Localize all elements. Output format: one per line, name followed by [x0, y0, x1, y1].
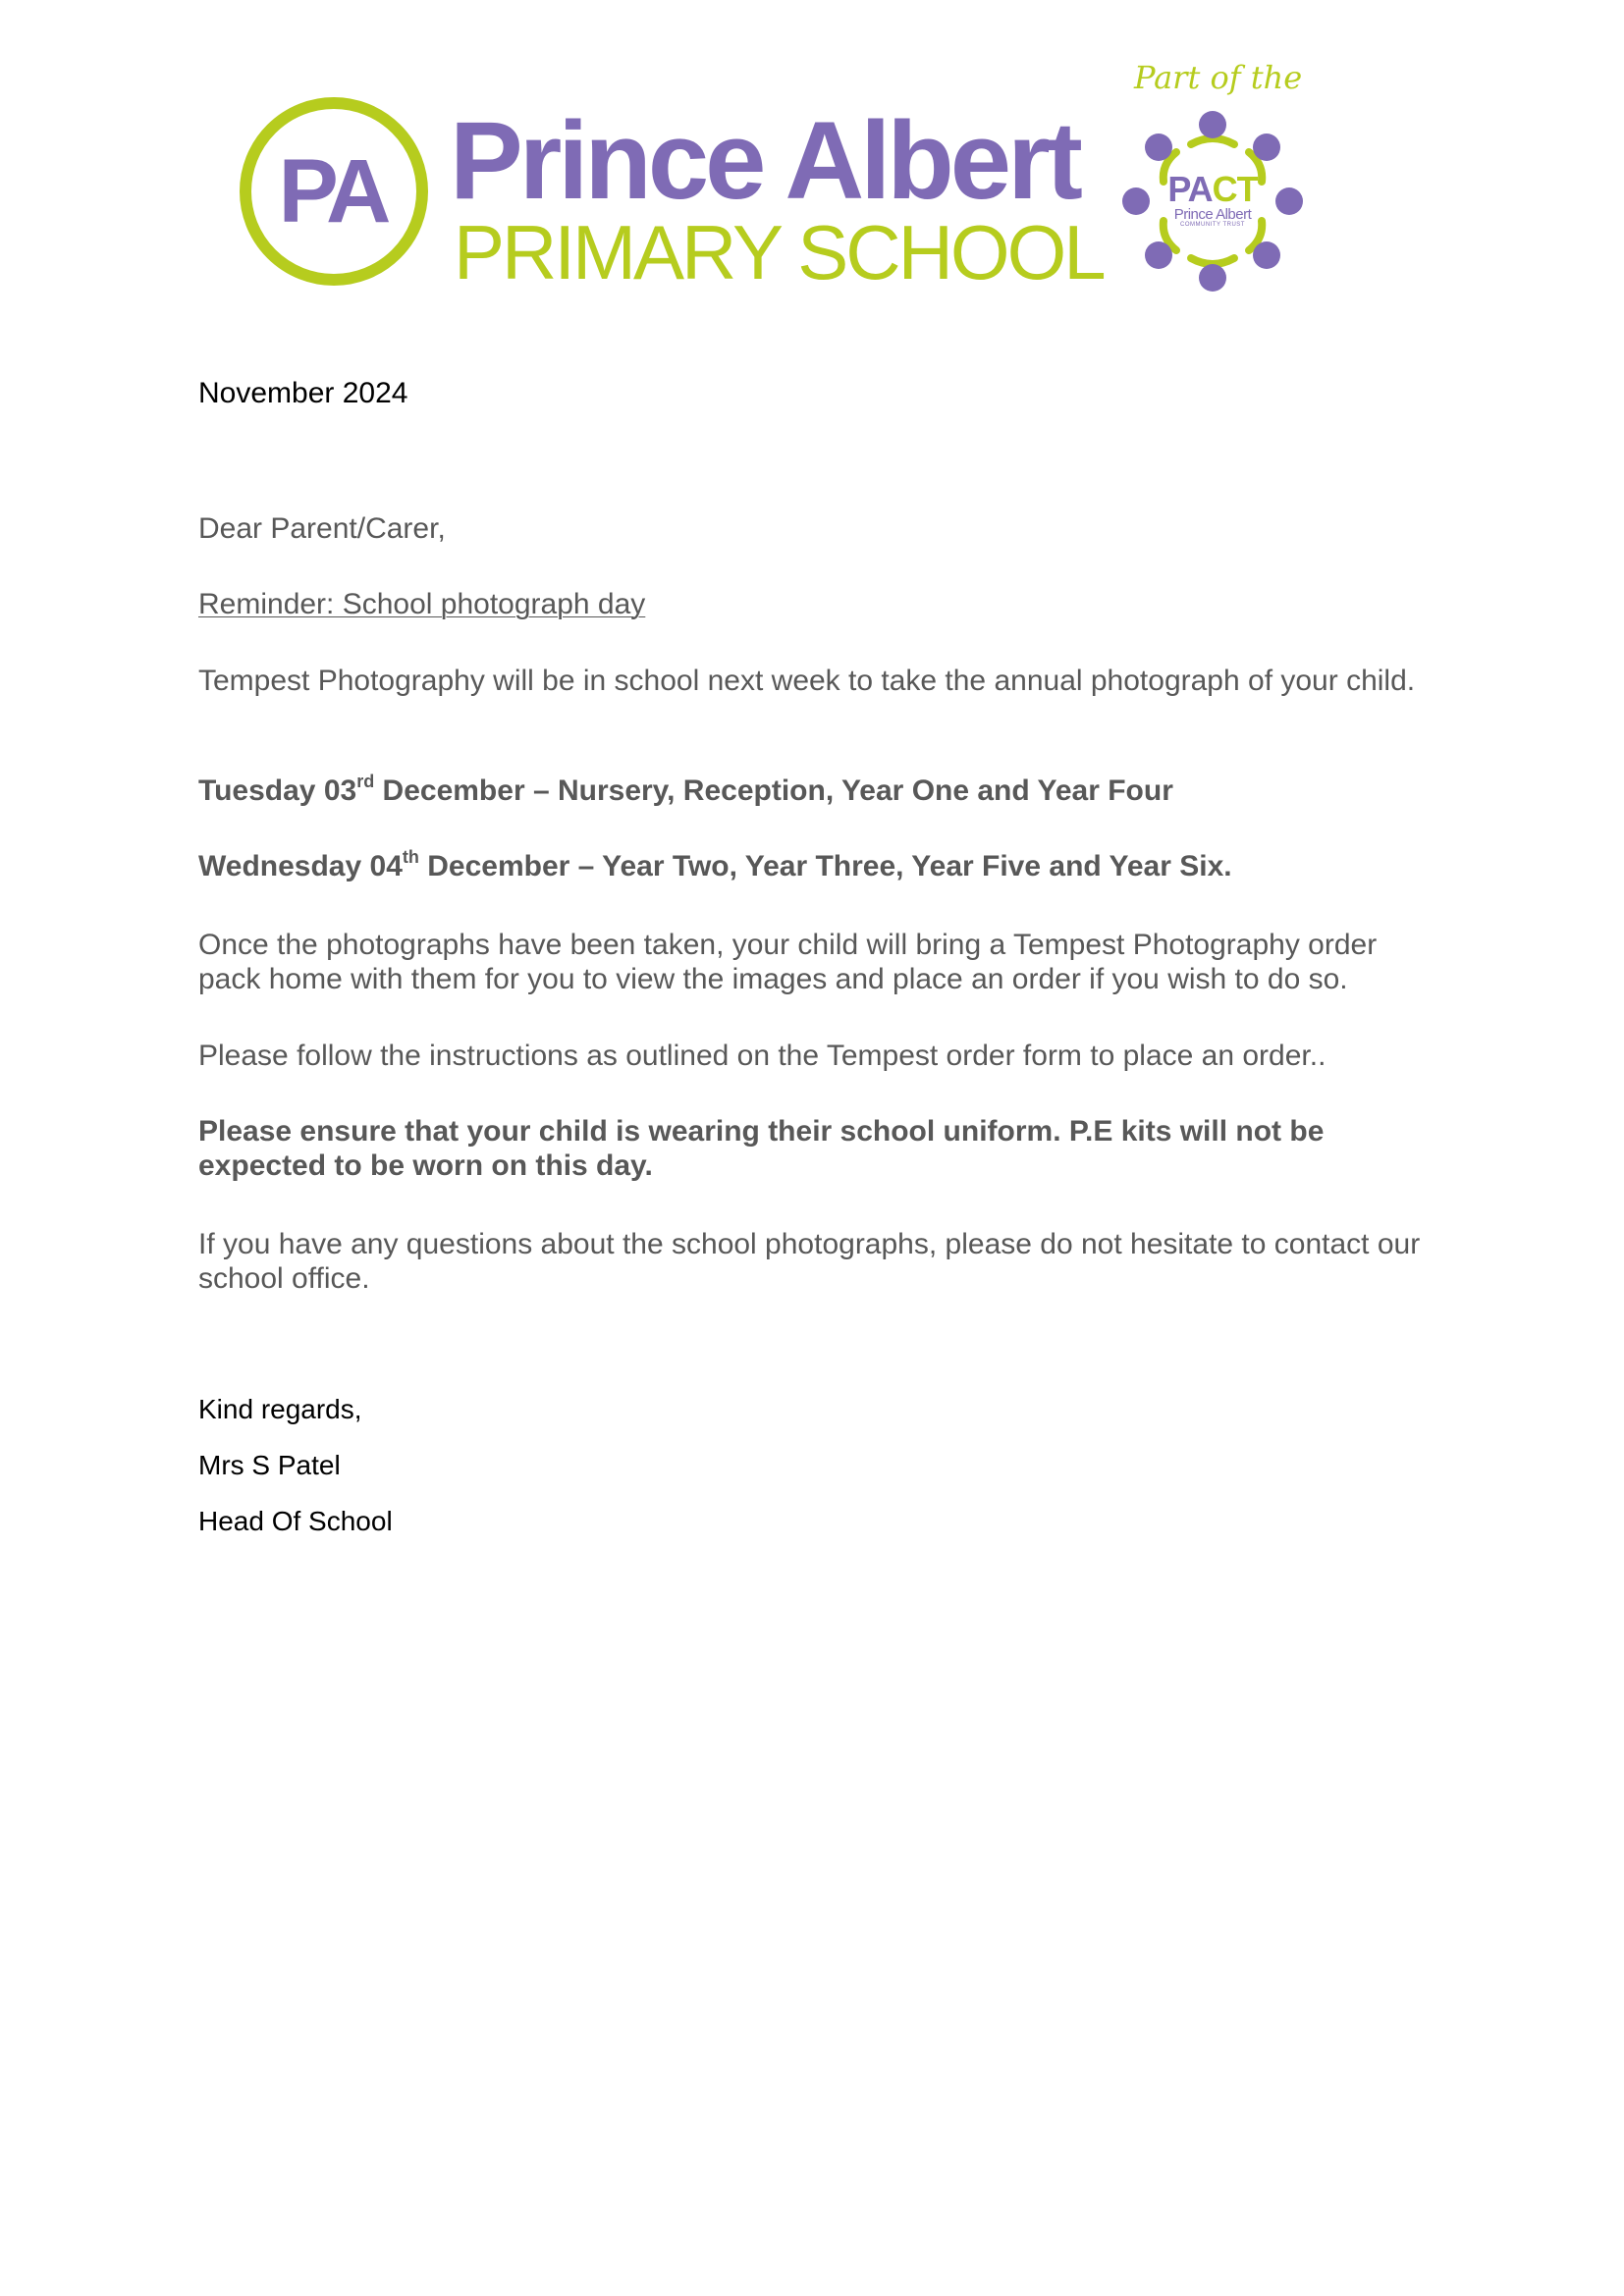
pa-logo-initials: PA — [278, 140, 386, 241]
schedule-day: Wednesday 04 — [198, 850, 403, 882]
questions-paragraph: If you have any questions about the school photographs, please do not hesitate to contact our school office. — [198, 1228, 1421, 1295]
schedule-details: December – Nursery, Reception, Year One and Year Four — [374, 774, 1173, 807]
intro-paragraph: Tempest Photography will be in school next week to take the annual photograph of your child. — [198, 665, 1416, 697]
pact-logo-wordmark — [1114, 169, 1311, 209]
school-name: Prince Albert — [450, 99, 1079, 222]
schedule-item — [198, 774, 1445, 808]
trust-tagline: Part of the — [1134, 59, 1303, 96]
letterhead — [236, 59, 1316, 304]
pact-logo-ct: CT — [1212, 169, 1258, 209]
pact-logo-pa: PA — [1167, 169, 1213, 209]
closing: Kind regards, — [198, 1394, 362, 1424]
pact-logo — [1114, 103, 1311, 299]
instructions-paragraph: Please follow the instructions as outlined on the Tempest order form to place an order.. — [198, 1040, 1326, 1072]
order-info-paragraph: Once the photographs have been taken, your child will bring a Tempest Photography order pack home with them for you to view the images and place an order if you wish to do so. — [198, 929, 1378, 995]
schedule-item — [198, 849, 1445, 883]
letter-subject: Reminder: School photograph day — [198, 588, 646, 620]
trust-name: Prince Albert — [1173, 206, 1252, 223]
schedule-day-suffix: rd — [356, 772, 375, 791]
schedule-day-suffix: th — [402, 847, 419, 867]
signatory-name: Mrs S Patel — [198, 1450, 341, 1480]
schedule-day: Tuesday 03 — [198, 774, 357, 807]
school-type: PRIMARY SCHOOL — [454, 209, 1104, 295]
uniform-notice: Please ensure that your child is wearing their school uniform. P.E kits will not be expected to be worn on this day. — [198, 1115, 1325, 1182]
schedule-details: December – Year Two, Year Three, Year Five and Year Six. — [418, 850, 1232, 882]
pa-logo — [236, 93, 432, 290]
letter-date: November 2024 — [198, 377, 408, 409]
trust-subtitle: COMMUNITY TRUST — [1180, 222, 1245, 228]
salutation: Dear Parent/Carer, — [198, 512, 446, 545]
signatory-title: Head Of School — [198, 1506, 393, 1536]
